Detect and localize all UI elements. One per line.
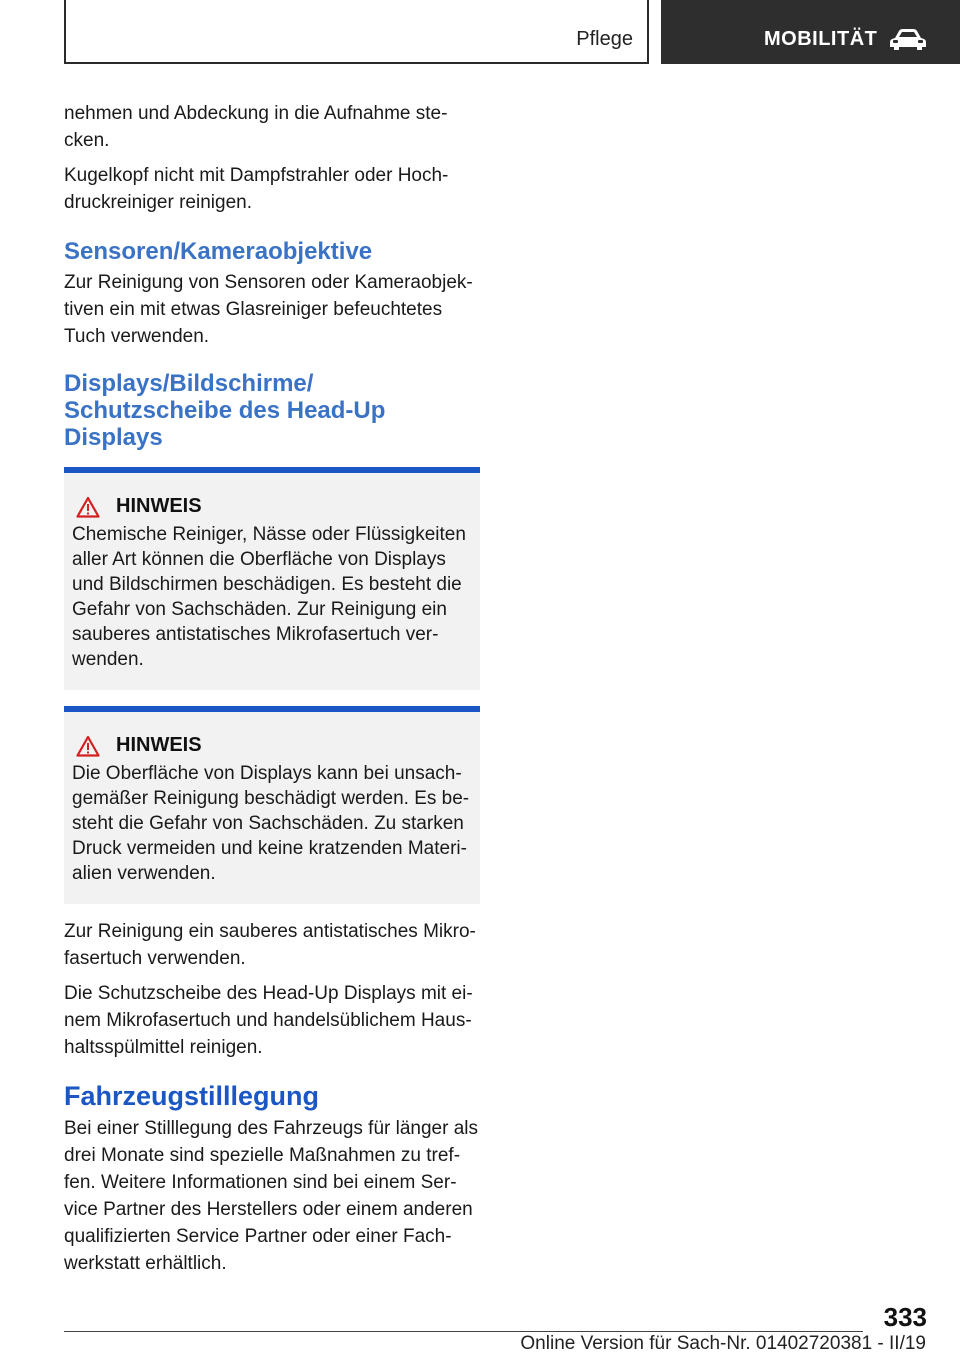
content-column (64, 100, 480, 1285)
header-section-title: Pflege (576, 28, 633, 50)
warning-triangle-icon (76, 496, 100, 518)
header-chapter-tab (661, 0, 960, 64)
displays-paragraph: Die Schutzscheibe des Head-Up Displays mit ei‐ nem Mikrofasertuch und handelsüblichem Haus‐ haltsspülmittel reinigen. (64, 983, 473, 1058)
notice-text: Die Oberfläche von Displays kann bei unsach‐ gemäßer Reinigung beschädigt werden. Es be‐ steht die Gefahr von Sachschäden. Zu starken Druck vermeiden und keine kratzenden Materi‐ alien verwenden. (72, 763, 470, 884)
notice-title: HINWEIS (116, 734, 202, 756)
section-heading-storage: Fahrzeugstilllegung (64, 1081, 320, 1111)
storage-paragraph: Bei einer Stilllegung des Fahrzeugs für länger als drei Monate sind spezielle Maßnahmen zu tref‐ fen. Weitere Informationen sind bei einem Ser‐ vice Partner des Herstellers oder einem anderen qualifizierten Service Partner oder einer Fach‐ werkstatt erhältlich. (64, 1118, 479, 1274)
notice-box (64, 467, 480, 690)
section-heading-sensors: Sensoren/Kameraobjektive (64, 238, 373, 265)
intro-paragraph: Kugelkopf nicht mit Dampfstrahler oder Hoch‐ druckreiniger reinigen. (64, 165, 449, 213)
car-icon (889, 28, 927, 52)
page-number: 333 (883, 1302, 927, 1332)
header-chapter-title: MOBILITÄT (764, 28, 878, 50)
displays-paragraph: Zur Reinigung ein sauberes antistatisches Mikro‐ fasertuch verwenden. (64, 921, 476, 969)
intro-paragraph: nehmen und Abdeckung in die Aufnahme ste‐ cken. (64, 103, 448, 151)
notice-title: HINWEIS (116, 495, 202, 517)
footer-online-version: Online Version für Sach-Nr. 01402720381 - II/19 (520, 1333, 926, 1354)
section-heading-displays: Displays/Bildschirme/ Schutzscheibe des Head-Up Displays (64, 370, 386, 451)
notice-box (64, 706, 480, 904)
warning-triangle-icon (76, 735, 100, 757)
sensors-paragraph: Zur Reinigung von Sensoren oder Kameraobjek‐ tiven ein mit etwas Glasreiniger befeuchtetes Tuch verwenden. (64, 272, 473, 347)
header-section-box (64, 0, 649, 64)
footer-divider (64, 1331, 863, 1332)
notice-text: Chemische Reiniger, Nässe oder Flüssigkeiten aller Art können die Oberfläche von Displays und Bildschirmen beschädigen. Es besteht die Gefahr von Sachschäden. Zur Reinigung ein sauberes antistatisches Mikrofasertuch ver‐ wenden. (72, 524, 466, 670)
